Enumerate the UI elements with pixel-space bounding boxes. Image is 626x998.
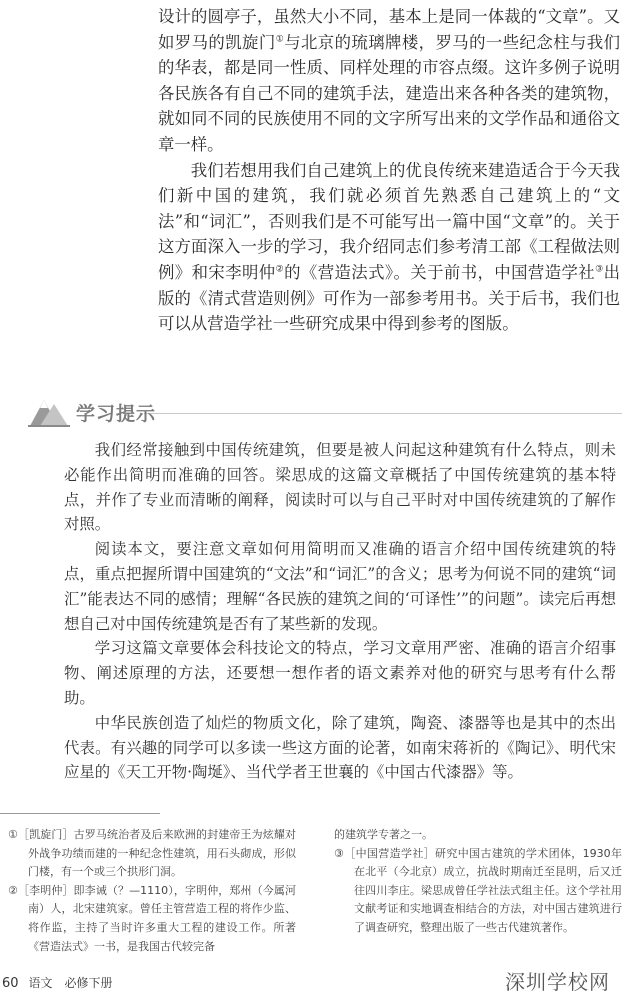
main-text	[158, 4, 620, 337]
tips-paragraph: 我们经常接触到中国传统建筑，但要是被人问起这种建筑有什么特点，则未必能作出简明而准确的回答。梁思成的这篇文章概括了中国传统建筑的基本特点，并作了专业而清晰的阐释，阅读时可以与自己平时对中国传统建筑的了解作对照。	[64, 441, 616, 534]
study-tips-title: 学习提示	[76, 403, 157, 425]
footnote-divider	[0, 813, 160, 814]
watermark: 深圳学校网	[505, 970, 610, 994]
footnote-ref-2[interactable]: ②	[275, 264, 285, 275]
text-run: 的《营造法式》。关于前书，中国营造学社	[284, 262, 596, 282]
paragraph-1	[158, 4, 620, 158]
footnotes-left-column	[8, 826, 296, 956]
study-tips-icon	[28, 396, 70, 432]
footnote-ref-3[interactable]: ③	[595, 264, 604, 275]
study-tips-header	[14, 394, 624, 430]
page-number: 60	[2, 976, 19, 991]
footnote-2: ②［李明仲］即李诫（？—1110），字明仲，郑州（今属河南）人，北宋建筑家。曾任主管营造工程的将作少监、将作监，主持了当时许多重大工程的建设工作。所著《营造法式》一书，是我国古代较完备	[8, 883, 296, 953]
footnotes-right-column	[334, 826, 622, 938]
text-run: 出版的《清式营造则例》可作为一部参考用书。关于后书，我们也可以从营造学社一些研究成果中得到参考的图版。	[158, 262, 620, 334]
paragraph-2	[158, 158, 620, 337]
tips-paragraph: 学习这篇文章要体会科技论文的特点，学习文章用严密、准确的语言介绍事物、阐述原理的方法，还要想一想作者的语文素养对他的研究与思考有什么帮助。	[64, 639, 616, 707]
footnote-3: ③［中国营造学社］研究中国古建筑的学术团体，1930年在北平（今北京）成立，抗战时期南迁至昆明，后又迁往四川李庄。梁思成曾任学社法式组主任。这个学社用文献考证和实地调查相结合的方法，对中国古建筑进行了调查研究，整理出版了一些古代建筑著作。	[334, 846, 622, 934]
footnote-1: ①［凯旋门］古罗马统治者及后来欧洲的封建帝王为炫耀对外战争功绩而建的一种纪念性建筑，用石头砌成，形似门楼，有一个或三个拱形门洞。	[8, 828, 296, 879]
divider	[144, 413, 622, 414]
text-run: 与北京的琉璃牌楼，罗马的一些纪念柱与我们的华表，都是同一性质、同样处理的市容点缀。这许多例子说明各民族各有自己不同的建筑手法，建造出来各种各类的建筑物，就如同不同的民族使用不同的文字所写出来的文学作品和通俗文章一样。	[158, 32, 621, 154]
footnote-2-continuation: 的建筑学专著之一。	[334, 828, 433, 841]
book-title: 语文 必修下册	[28, 976, 113, 990]
tips-paragraph: 中华民族创造了灿烂的物质文化，除了建筑，陶瓷、漆器等也是其中的杰出代表。有兴趣的同学可以多读一些这方面的论著，如南宋蒋祈的《陶记》、明代宋应星的《天工开物·陶埏》、当代学者王世襄的《中国古代漆器》等。	[64, 713, 616, 782]
page-footer	[2, 974, 113, 991]
text-run: 我们若想用我们自己建筑上的优良传统来建造适合于今天我们新中国的建筑，我们就必须首先熟悉自己建筑上的“文法”和“词汇”，否则我们是不可能写出一篇中国“文章”的。关于这方面深入一步的学习，我介绍同志们参考清工部《工程做法则例》和宋李明仲	[158, 160, 620, 282]
study-tips-body	[64, 438, 616, 785]
footnote-ref-1[interactable]: ①	[275, 34, 285, 45]
text-run: 设计的圆亭子，虽然大小不同，基本上是同一体裁的“文章”。又如罗马的凯旋门	[158, 7, 620, 52]
tips-paragraph: 阅读本文，要注意文章如何用简明而又准确的语言介绍中国传统建筑的特点，重点把握所谓中国建筑的“文法”和“词汇”的含义；思考为何说不同的建筑“词汇”能表达不同的感情；理解“各民族的建筑之间的‘可译性’”的问题”。读完后再想想自己对中国传统建筑是否有了某些新的发现。	[64, 540, 616, 633]
